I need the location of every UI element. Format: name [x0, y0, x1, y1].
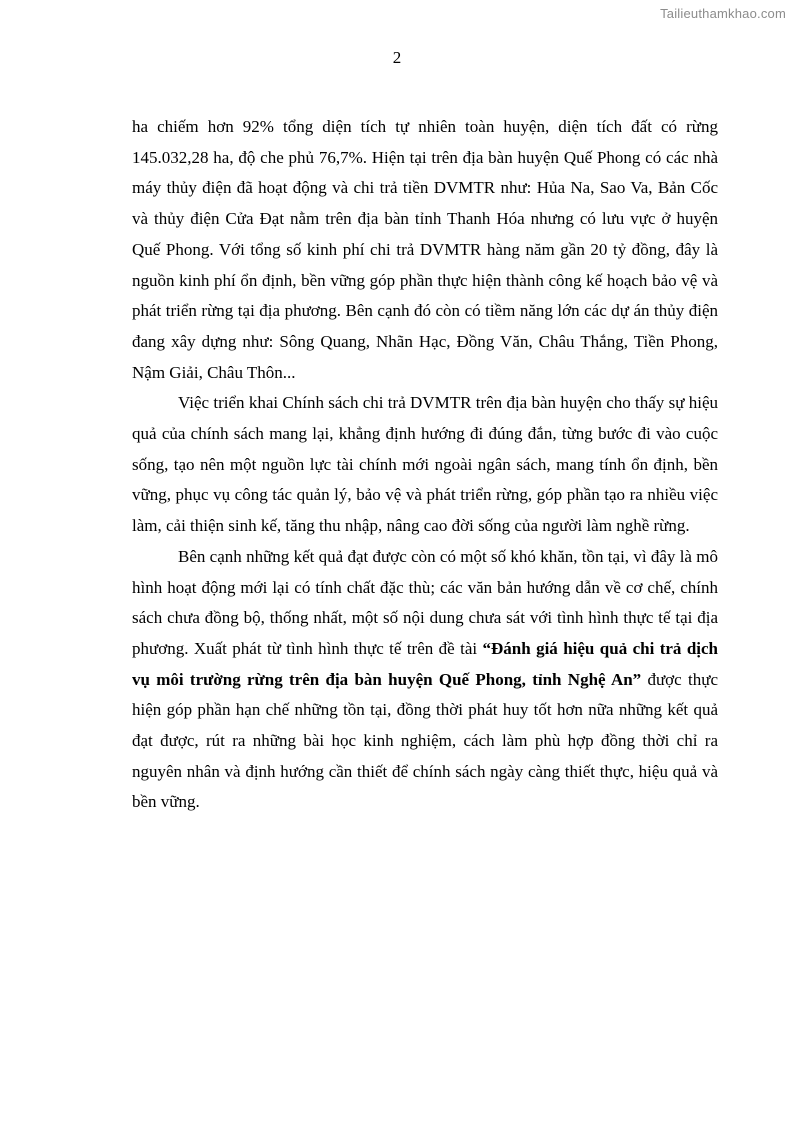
document-body: [132, 112, 718, 818]
watermark-text: Tailieuthamkhao.com: [660, 6, 786, 21]
paragraph-continuation: ha chiếm hơn 92% tổng diện tích tự nhiên toàn huyện, diện tích đất có rừng 145.032,28 ha, độ che phủ 76,7%. Hiện tại trên địa bàn huyện Quế Phong có các nhà máy thủy điện đã hoạt động và chi trả tiền DVMTR như: Hủa Na, Sao Va, Bản Cốc và thủy điện Cửa Đạt nằm trên địa bàn tỉnh Thanh Hóa nhưng có lưu vực ở huyện Quế Phong. Với tổng số kinh phí chi trả DVMTR hàng năm gần 20 tỷ đồng, đây là nguồn kinh phí ổn định, bền vững góp phần thực hiện thành công kế hoạch bảo vệ và phát triển rừng tại địa phương. Bên cạnh đó còn có tiềm năng lớn các dự án thủy điện đang xây dựng như: Sông Quang, Nhãn Hạc, Đồng Văn, Châu Thắng, Tiền Phong, Nậm Giải, Châu Thôn...: [132, 117, 718, 382]
paragraph-research-topic: [132, 542, 718, 818]
page-number: 2: [392, 48, 402, 67]
research-title: “Đánh giá hiệu quả chi trả dịch vụ môi trường rừng trên địa bàn huyện Quế Phong, tỉnh Nghệ An”: [132, 638, 719, 689]
paragraph-text-before-title: Bên cạnh những kết quả đạt được còn có một số khó khăn, tồn tại, vì đây là mô hình hoạt động mới lại có tính chất đặc thù; các văn bản hướng dẫn về cơ chế, chính sách chưa đồng bộ, thống nhất, một số nội dung chưa sát với tình hình thực tế tại địa phương. Xuất phát từ tình hình thực tế trên đề tài: [132, 546, 718, 658]
paragraph-policy-effectiveness: Việc triển khai Chính sách chi trả DVMTR trên địa bàn huyện cho thấy sự hiệu quả của chính sách mang lại, khẳng định hướng đi đúng đắn, từng bước đi vào cuộc sống, tạo nên một nguồn lực tài chính mới ngoài ngân sách, mang tính ổn định, bền vững, phục vụ công tác quản lý, bảo vệ và phát triển rừng, góp phần tạo ra nhiều việc làm, cải thiện sinh kế, tăng thu nhập, nâng cao đời sống của người làm nghề rừng.: [132, 393, 718, 536]
paragraph-text-after-title: được thực hiện góp phần hạn chế những tồn tại, đồng thời phát huy tốt hơn nữa những kết quả đạt được, rút ra những bài học kinh nghiệm, cách làm phù hợp đồng thời chỉ ra nguyên nhân và định hướng cần thiết để chính sách ngày càng thiết thực, hiệu quả và bền vững.: [132, 669, 718, 812]
